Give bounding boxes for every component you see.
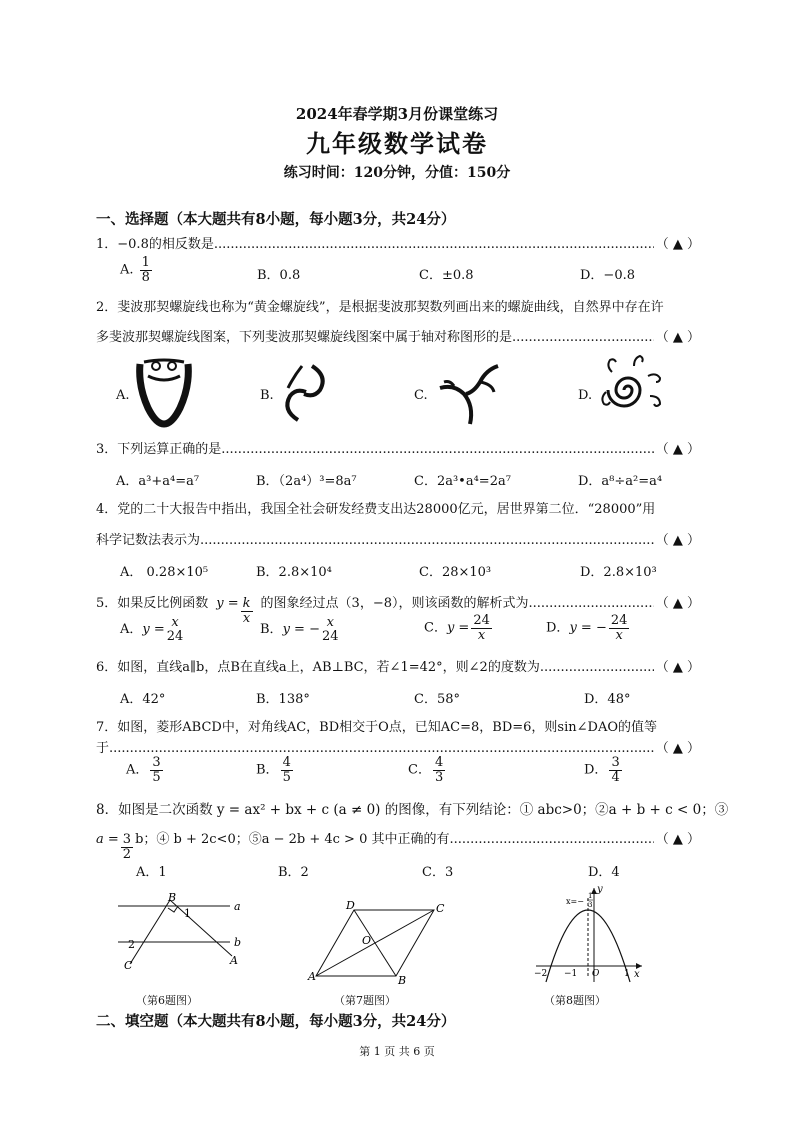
- exam-title: 九年级数学试卷: [306, 130, 488, 158]
- label-c: C: [436, 902, 445, 915]
- q7-option-d: D． $\frac{3}{4}$: [584, 755, 620, 785]
- q3-option-b: B．（2a⁴）³=8a⁷: [256, 474, 357, 489]
- section1-heading: 一、选择题（本大题共有8小题，每小题3分，共24分）: [96, 211, 456, 228]
- figure-q8-caption: （第8题图）: [544, 994, 606, 1007]
- q1-option-a: A. $\frac{1}{8}$: [120, 255, 150, 285]
- spiral-figure-b: [280, 362, 332, 424]
- q7-option-b: B． $\frac{4}{5}$: [256, 755, 291, 785]
- label-d: D: [346, 899, 355, 912]
- q7-stem-line1: 7．如图，菱形ABCD中，对角线AC，BD相交于O点，已知AC=8，BD=6，则sin∠DAO的值等: [96, 720, 657, 735]
- label-a: A: [308, 970, 316, 983]
- spiral-figure-c: [434, 358, 504, 428]
- label-angle-2: 2: [128, 938, 135, 951]
- q4-stem-line1: 4．党的二十大报告中指出，我国全社会研发经费支出达28000亿元，居世界第二位．“28000”用: [96, 502, 656, 517]
- label-axis-den: 3: [588, 901, 593, 909]
- q8-option-a: A．1: [136, 865, 167, 880]
- q6-option-a: A．42°: [120, 692, 166, 707]
- label-neg2: −2: [534, 969, 548, 979]
- segment-bc: [130, 900, 170, 964]
- label-c-point: C: [124, 959, 133, 972]
- q1-option-d: D．−0.8: [580, 268, 635, 283]
- q7-option-c: C． $\frac{4}{3}$: [408, 755, 444, 785]
- label-x: x: [634, 969, 640, 980]
- q8-option-d: D．4: [588, 865, 620, 880]
- q8-option-c: C．3: [422, 865, 454, 880]
- q4-option-c: C．28×10³: [419, 565, 492, 580]
- spiral-figure-d: [598, 352, 668, 422]
- q7-option-a: A． $\frac{3}{5}$: [126, 755, 161, 785]
- q5-option-c: C．y = $\frac{24}{x}$: [424, 613, 490, 643]
- q2-stem-line2: 多斐波那契螺旋线图案，下列斐波那契螺旋线图案中属于轴对称图形的是 ..... （ ▲ ）: [96, 326, 700, 345]
- figure-q7-caption: （第7题图）: [334, 994, 396, 1007]
- label-b-point: B: [168, 891, 177, 904]
- q1-option-c: C．±0.8: [419, 268, 474, 283]
- label-o: O: [362, 934, 372, 947]
- q2-option-b: B.: [260, 388, 274, 403]
- label-line-a: a: [234, 900, 241, 913]
- label-origin: O: [592, 969, 600, 979]
- q3-option-a: A．a³+a⁴=a⁷: [116, 474, 200, 489]
- q6-option-d: D．48°: [584, 692, 631, 707]
- q4-option-b: B．2.8×10⁴: [256, 565, 332, 580]
- spiral-figure-a: [134, 356, 194, 428]
- q1-option-b: B．0.8: [257, 268, 301, 283]
- answer-mark: （ ▲ ）: [655, 237, 700, 252]
- q6-stem: 6．如图，直线a∥b，点B在直线a上，AB⊥BC，若∠1=42°，则∠2的度数为 ..... （ ▲ ）: [96, 656, 700, 675]
- q6-option-b: B．138°: [256, 692, 310, 707]
- label-b: B: [398, 974, 407, 987]
- q8-option-b: B．2: [278, 865, 309, 880]
- label-y: y: [597, 884, 603, 895]
- q8-stem-line1: 8．如图是二次函数 y = ax² + bx + c (a ≠ 0) 的图像，有下列结论：① abc>0；②a + b + c < 0；③: [96, 802, 729, 818]
- label-angle-1: 1: [184, 907, 191, 920]
- q2-stem-line1: 2．斐波那契螺旋线也称为“黄金螺旋线”，是根据斐波那契数列画出来的螺旋曲线，自然界中存在许: [96, 300, 664, 315]
- diagonal-bd: [354, 910, 396, 976]
- section2-heading: 二、填空题（本大题共有8小题，每小题3分，共24分）: [96, 1013, 456, 1030]
- label-axis-num: 1: [588, 892, 593, 900]
- exam-info: 练习时间：120分钟，分值：150分: [283, 165, 511, 181]
- q1-text: 1．−0.8的相反数是: [96, 237, 214, 252]
- q3-option-d: D．a⁸÷a²=a⁴: [578, 474, 663, 489]
- segment-ba: [170, 900, 232, 956]
- q1-stem: [96, 233, 700, 252]
- figure-q8: [526, 884, 656, 984]
- q5-option-b: B．y = − x 24: [260, 615, 339, 644]
- q5-stem: 5．如果反比例函数 y = $\frac{k}{x}$ 的图象经过点（3，−8），则该函数的解析式为 ..... （ ▲ ）: [96, 592, 700, 625]
- exam-subtitle: 2024年春学期3月份课堂练习: [295, 105, 499, 123]
- label-a-point: A: [230, 954, 238, 967]
- q5-option-a: A．y = x 24: [120, 615, 184, 644]
- q8-stem-line2: a = $\frac{3}{2}$ b；④ b + 2c<0；⑤a − 2b + 4c > 0 其中正确的有 ..... （ ▲ ）: [96, 828, 700, 861]
- q2-option-c: C.: [414, 388, 428, 403]
- q4-option-a: A． 0.28×10⁵: [120, 565, 209, 580]
- label-axis-eq: x=−: [566, 897, 584, 906]
- q2-option-a: A.: [116, 388, 130, 403]
- label-one: 1: [624, 969, 630, 979]
- q5-option-d: D．y = − $\frac{24}{x}$: [546, 613, 628, 643]
- q3-stem: 3．下列运算正确的是 ..... （ ▲ ）: [96, 438, 700, 457]
- q2-option-d: D.: [578, 388, 593, 403]
- q6-option-c: C．58°: [414, 692, 460, 707]
- figure-q6-caption: （第6题图）: [136, 994, 198, 1007]
- q4-stem-line2: 科学记数法表示为 ..... （ ▲ ）: [96, 529, 700, 548]
- q4-option-d: D．2.8×10³: [580, 565, 657, 580]
- q7-stem-line2: 于 ..... （ ▲ ）: [96, 737, 700, 756]
- figure-q6: [110, 890, 260, 982]
- page-footer: 第 1 页 共 6 页: [359, 1045, 435, 1058]
- figure-q7: [306, 899, 456, 987]
- label-line-b: b: [234, 936, 242, 949]
- label-neg1: −1: [564, 969, 578, 979]
- q3-option-c: C．2a³•a⁴=2a⁷: [414, 474, 511, 489]
